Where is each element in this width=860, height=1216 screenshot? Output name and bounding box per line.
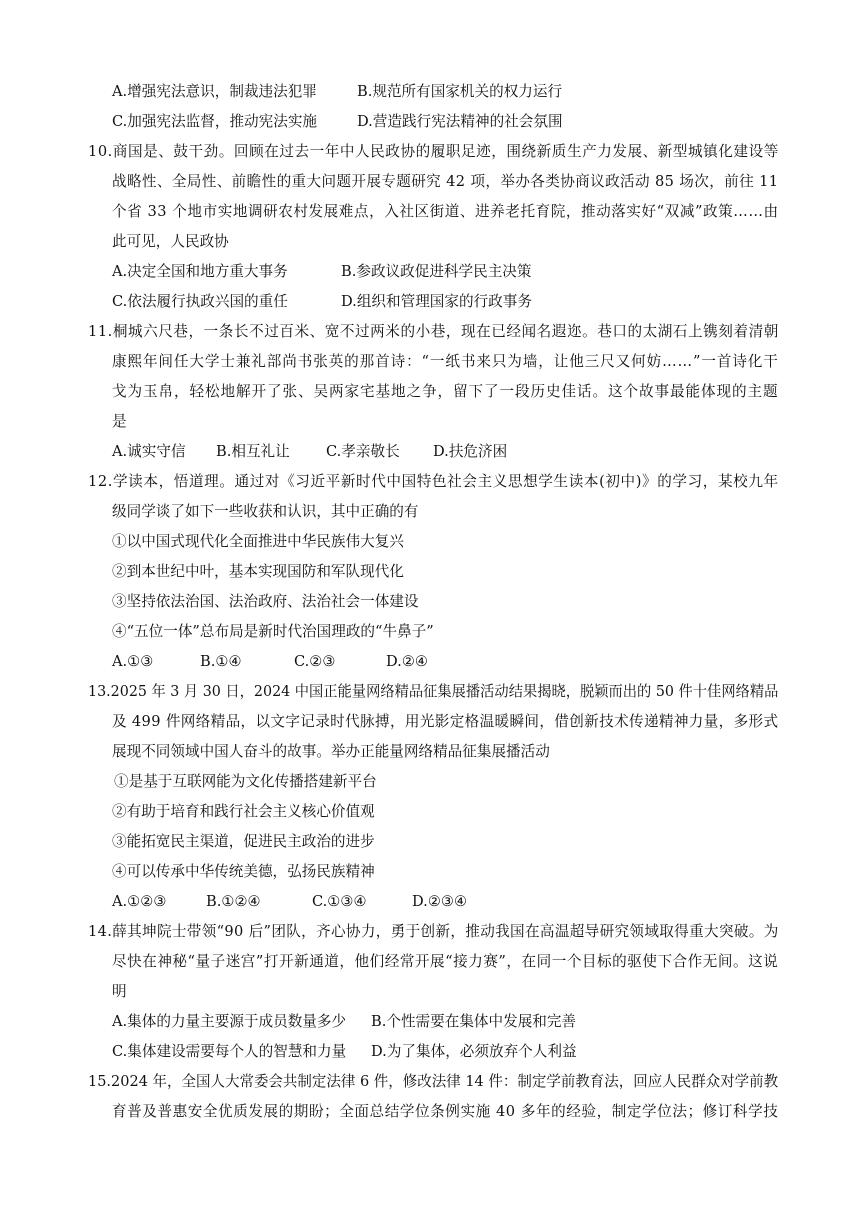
q14-option-c: C.集体建设需要每个人的智慧和力量 xyxy=(112,1043,347,1060)
q12-statement-1: ①以中国式现代化全面推进中华民族伟大复兴 xyxy=(112,533,404,550)
q13-stem-line-1: 13.2025 年 3 月 30 日，2024 中国正能量网络精品征集展播活动结果揭晓，脱颖而出的 50 件十佳网络精品 xyxy=(88,683,779,700)
q14-stem-line-3: 明 xyxy=(112,983,127,1000)
q14-stem-line-1: 14.薛其坤院士带领“90 后”团队，齐心协力，勇于创新，推动我国在高温超导研究领域取得重大突破。为 xyxy=(88,923,779,940)
q14-options-row-1 xyxy=(112,1012,576,1032)
q15-stem-line-2: 育普及普惠安全优质发展的期盼；全面总结学位条例实施 40 多年的经验，制定学位法；修订科学技 xyxy=(112,1103,779,1120)
q10-option-c: C.依法履行执政兴国的重任 xyxy=(112,293,288,310)
q10-stem-line-4: 此可见，人民政协 xyxy=(112,233,229,250)
q11-stem-line-2: 康熙年间任大学士兼礼部尚书张英的那首诗：“一纸书来只为墙，让他三尺又何妨……”一首诗化干 xyxy=(112,353,779,370)
q13-statement-4: ④可以传承中华传统美德，弘扬民族精神 xyxy=(112,863,375,880)
q13-statement-2: ②有助于培育和践行社会主义核心价值观 xyxy=(112,803,375,820)
q12-option-c: C.②③ xyxy=(294,653,336,670)
q10-option-a: A.决定全国和地方重大事务 xyxy=(112,263,288,280)
q13-statement-3: ③能拓宽民主渠道，促进民主政治的进步 xyxy=(112,833,375,850)
q13-option-d: D.②③④ xyxy=(412,893,468,910)
q12-statement-4: ④“五位一体”总布局是新时代治国理政的“牛鼻子” xyxy=(112,623,434,640)
q9-option-a: A.增强宪法意识，制裁违法犯罪 xyxy=(112,83,317,100)
q12-stem-line-1: 12.学读本，悟道理。通过对《习近平新时代中国特色社会主义思想学生读本(初中)》的学习，某校九年 xyxy=(88,473,779,490)
q11-option-b: B.相互礼让 xyxy=(216,443,290,460)
q11-option-c: C.孝亲敬长 xyxy=(326,443,400,460)
q15-stem-line-1: 15.2024 年，全国人大常委会共制定法律 6 件，修改法律 14 件：制定学前教育法，回应人民群众对学前教 xyxy=(88,1073,779,1090)
q9-option-d: D.营造践行宪法精神的社会氛围 xyxy=(357,113,563,130)
q13-stem-line-3: 展现不同领域中国人奋斗的故事。举办正能量网络精品征集展播活动 xyxy=(112,743,550,760)
q13-option-c: C.①③④ xyxy=(312,893,367,910)
q11-stem-line-1: 11.桐城六尺巷，一条长不过百米、宽不过两米的小巷，现在已经闻名遐迩。巷口的太湖石上镌刻着清朝 xyxy=(88,323,779,340)
q11-stem-line-3: 戈为玉帛，轻松地解开了张、吴两家宅基地之争，留下了一段历史佳话。这个故事最能体现的主题 xyxy=(112,383,779,400)
q14-option-d: D.为了集体，必须放弃个人利益 xyxy=(371,1043,577,1060)
q10-option-b: B.参政议政促进科学民主决策 xyxy=(341,263,532,280)
q14-options-row-2 xyxy=(112,1042,577,1062)
q12-option-b: B.①④ xyxy=(200,653,242,670)
q13-stem-line-2: 及 499 件网络精品，以文字记录时代脉搏，用光影定格温暖瞬间，借创新技术传递精神力量，多形式 xyxy=(112,713,779,730)
q12-statement-2: ②到本世纪中叶，基本实现国防和军队现代化 xyxy=(112,563,404,580)
q9-option-c: C.加强宪法监督，推动宪法实施 xyxy=(112,113,318,130)
q10-option-d: D.组织和管理国家的行政事务 xyxy=(341,293,532,310)
q10-stem-line-2: 战略性、全局性、前瞻性的重大问题开展专题研究 42 项，举办各类协商议政活动 85 场次，前往 11 xyxy=(112,173,779,190)
q9-options-row-2 xyxy=(112,112,563,132)
q12-option-d: D.②④ xyxy=(386,653,428,670)
q13-option-b: B.①②④ xyxy=(206,893,261,910)
q11-stem-line-4: 是 xyxy=(112,413,127,430)
q14-option-b: B.个性需要在集体中发展和完善 xyxy=(371,1013,577,1030)
q13-option-a: A.①②③ xyxy=(112,893,167,910)
q12-stem-line-2: 级同学谈了如下一些收获和认识，其中正确的有 xyxy=(112,503,419,520)
q10-options-row-1 xyxy=(112,262,532,282)
q10-options-row-2 xyxy=(112,292,532,312)
q12-options-row xyxy=(112,652,428,672)
q11-options-row xyxy=(112,442,507,462)
q12-option-a: A.①③ xyxy=(112,653,154,670)
q10-stem-line-3: 个省 33 个地市实地调研农村发展难点，入社区街道、进养老托育院，推动落实好“双减”政策……由 xyxy=(112,203,779,220)
q11-option-a: A.诚实守信 xyxy=(112,443,186,460)
q9-options-row-1 xyxy=(112,82,562,102)
q14-option-a: A.集体的力量主要源于成员数量多少 xyxy=(112,1013,347,1030)
q13-options-row xyxy=(112,892,467,912)
q13-statement-1: ①是基于互联网能为文化传播搭建新平台 xyxy=(114,773,377,790)
q12-statement-3: ③坚持依法治国、法治政府、法治社会一体建设 xyxy=(112,593,419,610)
q14-stem-line-2: 尽快在神秘“量子迷宫”打开新通道，他们经常开展“接力赛”，在同一个目标的驱使下合作无间。这说 xyxy=(112,953,779,970)
q9-option-b: B.规范所有国家机关的权力运行 xyxy=(357,83,563,100)
q10-stem-line-1: 10.商国是、鼓干劲。回顾在过去一年中人民政协的履职足迹，围绕新质生产力发展、新型城镇化建设等 xyxy=(88,143,779,160)
q11-option-d: D.扶危济困 xyxy=(433,443,508,460)
